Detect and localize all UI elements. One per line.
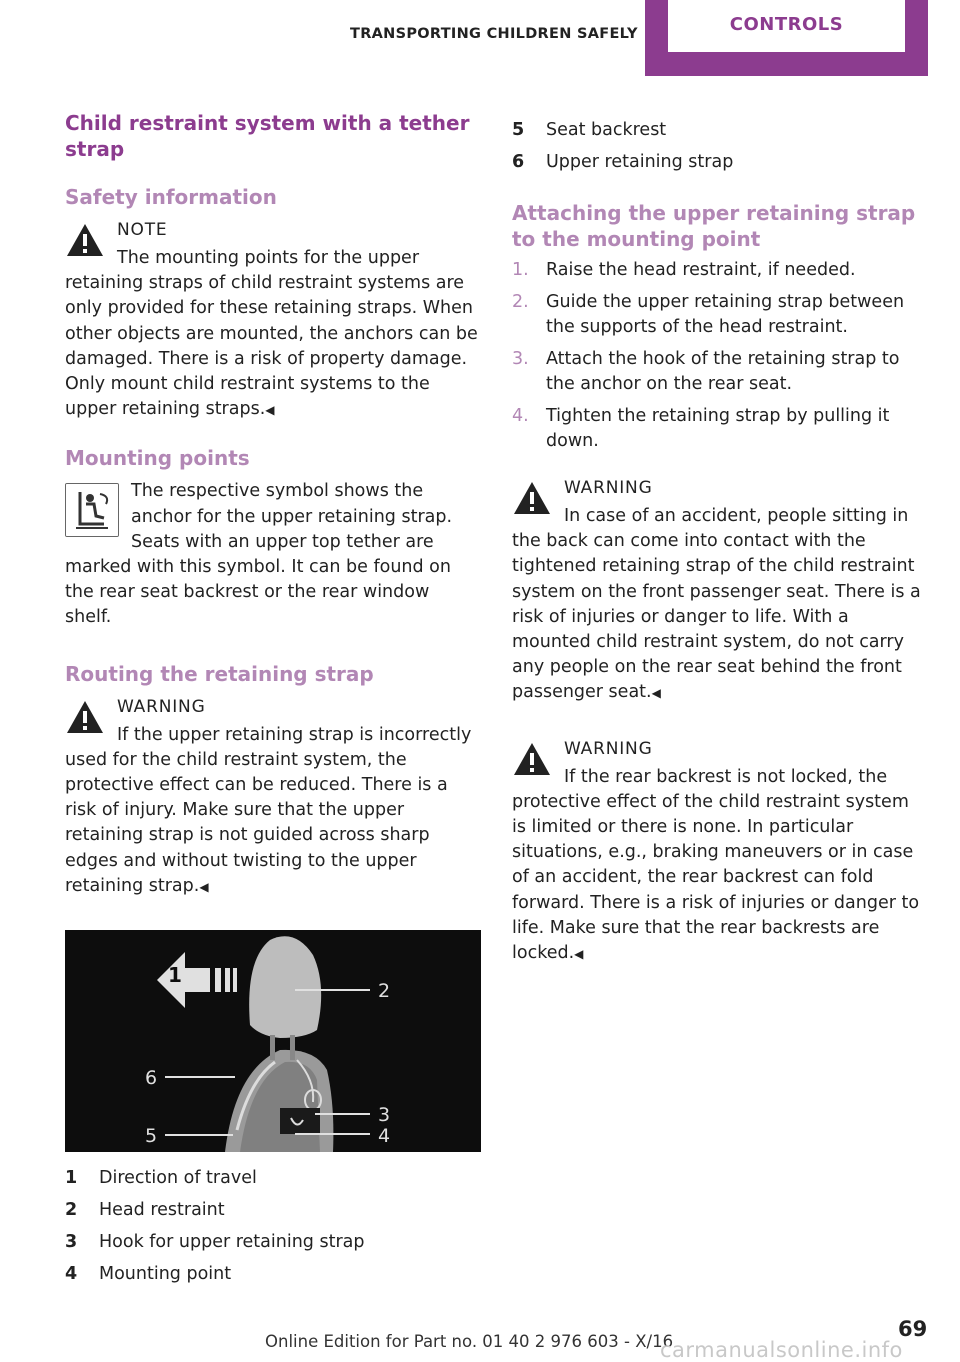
mounting-heading: Mounting points [65, 446, 250, 471]
chapter-tab [645, 0, 928, 76]
warning-text: If the rear backrest is not locked, the protective effect of the child restraint system is limited or there is none. In particular situations, e.g., braking maneuvers or in case of an accident, the rear backrest can fold forward. There is a risk of injuries or danger to life. Make sure that the rear backrests are locked. [512, 766, 920, 963]
end-mark: ◀ [574, 946, 584, 961]
routing-warning-text: If the upper retaining strap is incorrectly used for the child restraint system, the protective effect can be reduced. There is a risk of injury. Make sure that the upper retaining strap is not guided across sharp edges and without twisting to the upper retaining strap. [65, 724, 472, 896]
routing-warning [65, 695, 481, 900]
mounting-text: The respective symbol shows the anchor for the upper retaining strap. Seats with an upper top tether are marked with this symbol. It can be found on the rear seat backrest or the rear window shelf. [65, 481, 453, 628]
note-text: The mounting points for the upper retaining straps of child restraint systems are only provided for these retaining straps. When other objects are mounted, the anchors can be damaged. There is a risk of property damage. Only mount child restraint systems to the upper retaining straps. [65, 248, 478, 420]
figure-label-5: 5 [145, 1125, 158, 1148]
legend-item: 1 Direction of travel [65, 1168, 257, 1189]
legend-item: 2 Head restraint [65, 1200, 225, 1221]
warning-text: In case of an accident, people sitting in the back can come into contact with the tightened retaining strap of the child restraint system on the front passenger seat. There is a risk of injuries or danger to life. With a mounted child restraint system, do not carry any people on the rear seat behind the front passenger seat. [512, 505, 921, 703]
warning-notice-2 [512, 737, 928, 968]
steps-list [512, 258, 928, 454]
legend-item: 6 Upper retaining strap [512, 152, 734, 172]
warning-triangle-icon [512, 478, 552, 518]
safety-heading: Safety information [65, 185, 277, 209]
section-header: TRANSPORTING CHILDREN SAFELY [350, 26, 638, 42]
legend-item: 4 Mounting point [65, 1264, 232, 1285]
warning-triangle-icon [65, 220, 105, 260]
step-item: 1. Raise the head restraint, if needed. [512, 260, 856, 280]
end-mark: ◀ [265, 403, 275, 418]
footer-edition: Online Edition for Part no. 01 40 2 976 603 - X/16 [265, 1332, 674, 1351]
warning-triangle-icon [65, 697, 105, 737]
warning-label: WARNING [564, 477, 653, 498]
routing-heading: Routing the retaining strap [65, 661, 374, 686]
figure-label-3: 3 [378, 1104, 391, 1127]
figure-label-4: 4 [378, 1125, 391, 1148]
head-restraint-illustration [65, 930, 481, 1152]
mounting-points-block [65, 479, 481, 630]
warning-triangle-icon [512, 739, 552, 779]
legend-item: 3 Hook for upper retaining strap [65, 1232, 365, 1253]
note-notice [65, 218, 481, 423]
figure-label-1: 1 [168, 963, 182, 988]
attach-heading: Attaching the upper retaining strap to the mounting point [512, 201, 916, 251]
legend-item: 5 Seat backrest [512, 120, 667, 140]
warning-notice-1 [512, 476, 928, 707]
chapter-tab-label: CONTROLS [668, 0, 905, 52]
figure-legend-right [512, 114, 928, 178]
page-number: 69 [898, 1317, 928, 1341]
watermark: carmanualsonline.info [660, 1338, 903, 1362]
figure-legend-left [65, 1162, 481, 1290]
child-seat-anchor-icon [65, 483, 119, 537]
step-item: 3. Attach the hook of the retaining strap to the anchor on the rear seat. [512, 348, 900, 394]
left-column [65, 110, 481, 1290]
figure-label-2: 2 [378, 980, 391, 1003]
right-column [512, 114, 928, 989]
routing-warning-label: WARNING [117, 696, 206, 717]
end-mark: ◀ [651, 686, 661, 701]
head-restraint-figure [65, 930, 481, 1152]
section-title: Child restraint system with a tether strap [65, 111, 470, 161]
warning-label: WARNING [564, 738, 653, 759]
step-item: 2. Guide the upper retaining strap between the supports of the head restraint. [512, 291, 905, 337]
step-item: 4. Tighten the retaining strap by pulling it down. [512, 405, 890, 451]
end-mark: ◀ [199, 879, 209, 894]
note-label: NOTE [117, 220, 168, 240]
figure-label-6: 6 [145, 1067, 158, 1090]
